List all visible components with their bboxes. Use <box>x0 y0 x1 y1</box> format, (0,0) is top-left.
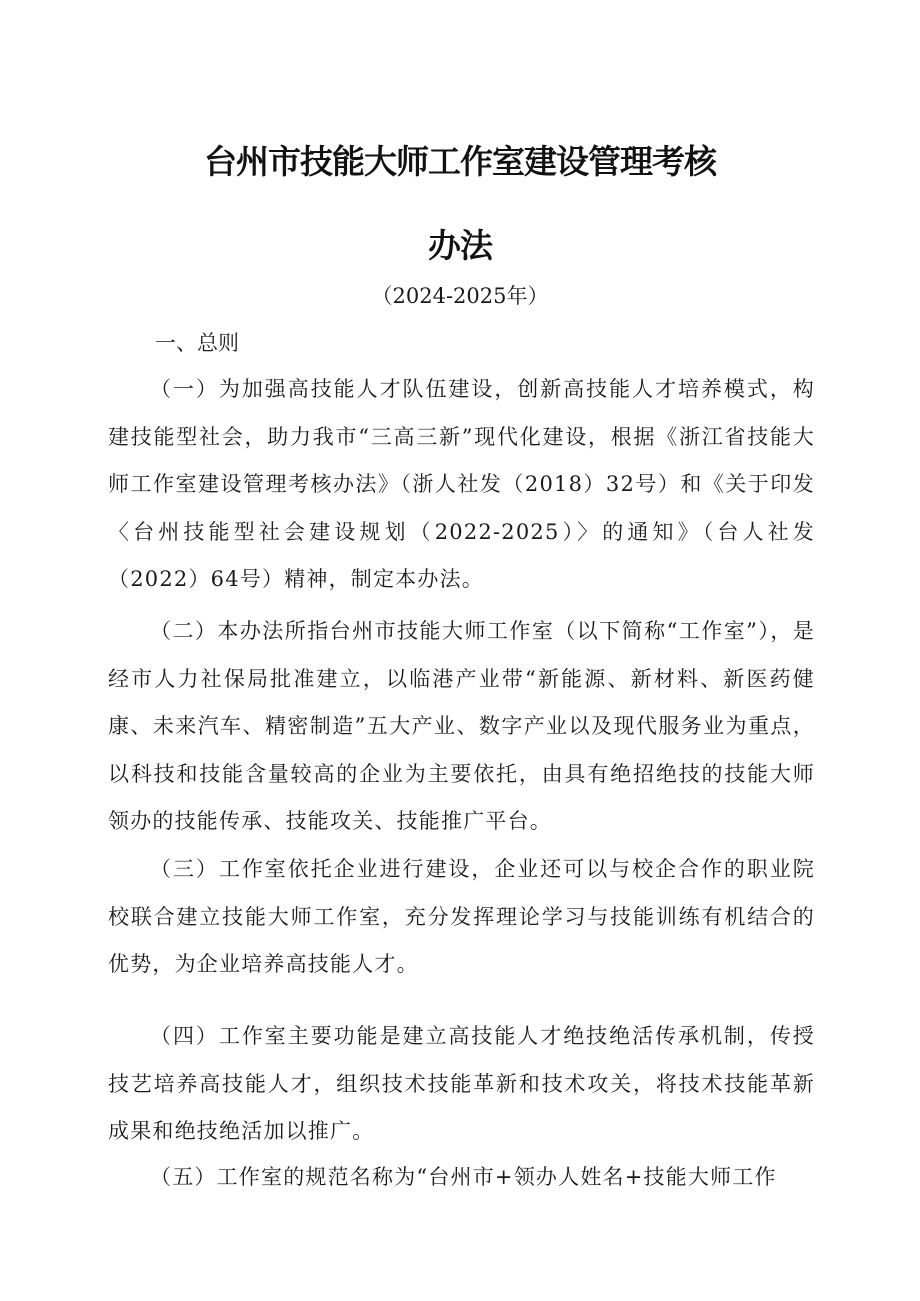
paragraph-5: （五）工作室的规范名称为“台州市+领办人姓名+技能大师工作 <box>150 1165 777 1189</box>
paragraph-3: （三）工作室依托企业进行建设，企业还可以与校企合作的职业院校联合建立技能大师工作室，充分发挥理论学习与技能训练有机结合的优势，为企业培养高技能人才。 <box>108 857 815 976</box>
paragraph-1: （一）为加强高技能人才队伍建设，创新高技能人才培养模式，构建技能型社会，助力我市“三高三新”现代化建设，根据《浙江省技能大师工作室建设管理考核办法》（浙人社发（2018）32号）和《关于印发〈台州技能型社会建设规划（2022-2025）〉的通知》（台人社发（2022）64号）精神，制定本办法。 <box>108 377 815 591</box>
paragraph-4: （四）工作室主要功能是建立高技能人才绝技绝活传承机制，传授技艺培养高技能人才，组织技术技能革新和技术攻关，将技术技能革新成果和绝技绝活加以推广。 <box>108 1024 815 1143</box>
section-heading: 一、总则 <box>155 331 239 355</box>
document-title-line-1: 台州市技能大师工作室建设管理考核 <box>204 142 716 181</box>
paragraph-2: （二）本办法所指台州市技能大师工作室（以下简称“工作室”），是经市人力社保局批准建立，以临港产业带“新能源、新材料、新医药健康、未来汽车、精密制造”五大产业、数字产业以及现代服务业为重点，以科技和技能含量较高的企业为主要依托，由具有绝招绝技的技能大师领办的技能传承、技能攻关、技能推广平台。 <box>108 619 815 833</box>
document-title-line-2: 办法 <box>428 226 492 265</box>
document-subtitle: （2024-2025年） <box>371 284 549 308</box>
